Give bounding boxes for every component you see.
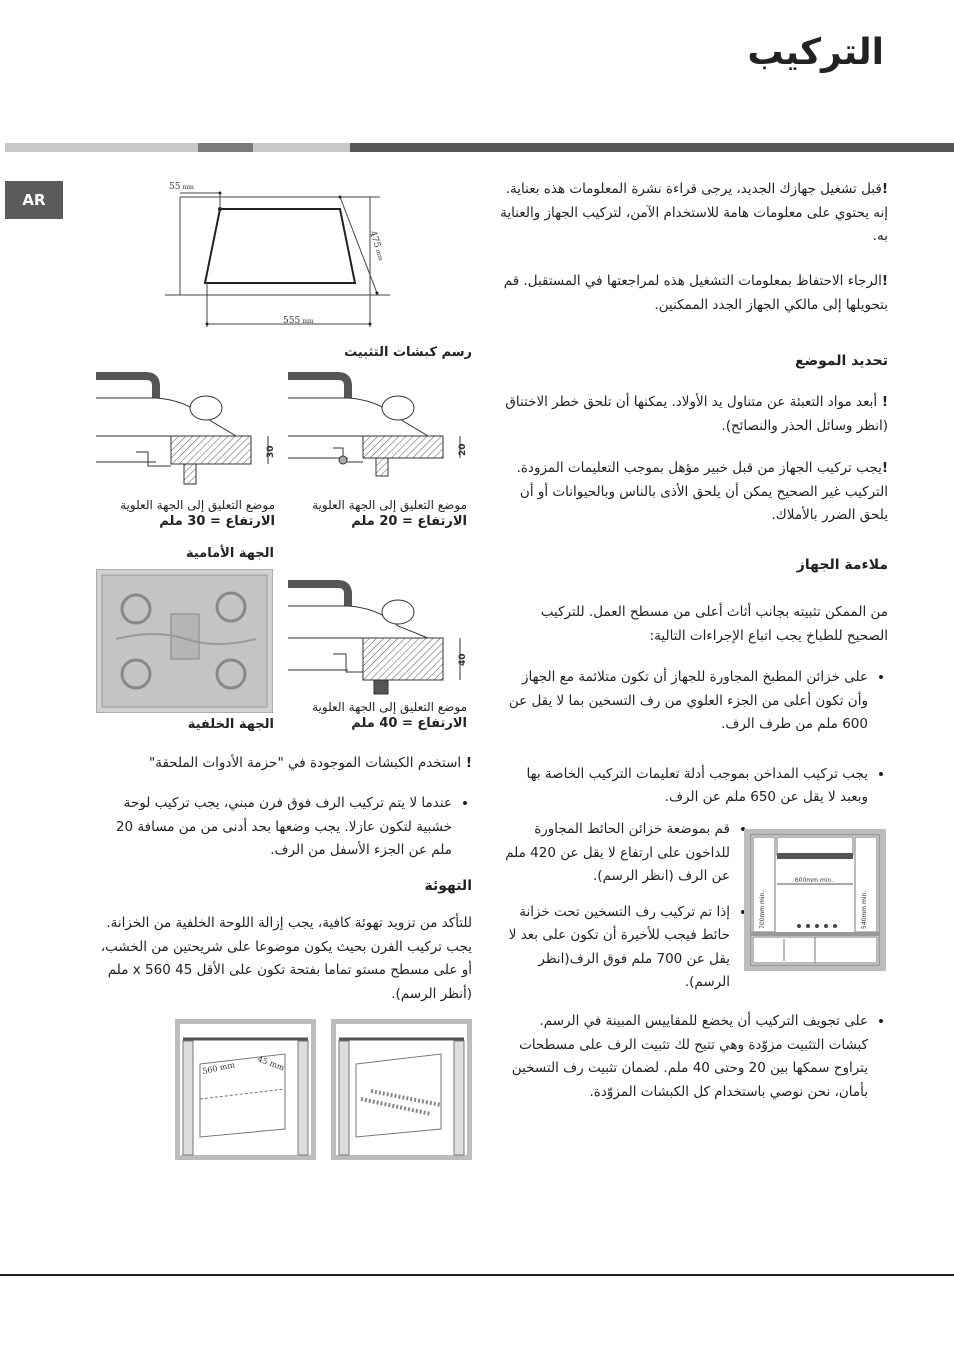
bullet-oven: • عندما لا يتم تركيب الرف فوق فرن مبني، يجب تركيب لوحة خشبية لتكون عازلا. يجب وضعها بحد أدنى من من مسافة 20 ملم عن الجزء الأسفل من الرف. [100,792,452,863]
bullet-cabinets: • على خزائن المطبخ المجاورة للجهاز أن تكون متلائمة مع الجهاز وأن تكون أعلى من الجزء العلوي من رف التسخين بما لا يقل عن 600 ملم من طرف الرف. [500,666,868,737]
bullet-wall-cabinets: • قم بموضعة خزائن الحائط المجاورة للداخون على ارتفاع لا يقل عن 420 ملم عن الرف (انظر الرسم). [500,818,730,889]
header-bar-light2 [253,143,350,152]
positioning-paragraph-2: !يجب تركيب الجهاز من قبل خبير مؤهل بموجب التعليمات المزودة. التركيب غير الصحيح يمكن أن يلحق الأذى بالناس وبالحيوانات أو أن يلحق الضرر بالأملاك. [516,460,888,523]
page-title: التركيب [747,32,884,73]
caption-40: موضع التعليق إلى الجهة العلوية الارتفاع = 40 ملم [312,700,467,731]
hob-underside-image [96,569,273,713]
svg-text:20: 20 [458,443,468,456]
fitting-bullets-b [500,818,750,995]
svg-text:40: 40 [458,653,468,666]
footer-rule [0,1274,954,1276]
kitchen-clearance-diagram [744,829,886,971]
bullet-under-cabinet: • إذا تم تركيب رف التسخين تحت خزانة حائط فيجب للأخيرة أن تكون على بعد لا يقل عن 700 ملم فوق الرف(انظر الرسم). [500,901,730,995]
svg-text:475mm: 475mm [367,229,385,262]
heading-ventilation: التهوئة [424,878,472,894]
header-bar-mid [198,143,253,152]
svg-text:55mm: 55 mm [169,182,194,192]
label-front: الجهة الأمامية [185,546,274,561]
kitchen-height-label-1: 700mm min. [759,890,766,929]
cutout-dimension-diagram [165,177,390,332]
header-bar-light [5,143,198,152]
ventilation-diagram-2 [331,1019,472,1160]
svg-text:560 mm: 560 mm [201,1060,236,1076]
clamp-diagram-30 [96,370,278,490]
intro-paragraph-1: !قبل تشغيل جهازك الجديد، يرجى قراءة نشرة المعلومات هذه بعناية. إنه يحتوي على معلومات هامة للاستخدام الآمن، لتركيب الجهاز والعناية به. [500,181,888,244]
svg-text:45 mm: 45 mm [256,1054,286,1073]
bullet-hood: • يجب تركيب المداخن بموجب أدلة تعليمات التركيب الخاصة بها وبعبد لا يقل عن 650 ملم عن الرف. [500,763,868,810]
oven-bullet-list [100,792,472,863]
svg-text:555mm: 555 mm [283,316,314,326]
heading-clamps: رسم كبشات التثبيت [344,345,472,360]
positioning-paragraph-1: ! أبعد مواد التعبئة عن متناول يد الأولاد. يمكنها أن تلحق خطر الاختناق (انظر وسائل الحذر والنصائح). [505,394,888,434]
heading-fitting: ملاءمة الجهاز [796,557,888,573]
kitchen-height-label-2: 540mm min. [861,890,868,929]
heading-positioning: تحديد الموضع [795,353,888,369]
bullet-cavity: • على تجويف التركيب أن يخضع للمقاييس المبينة في الرسم. كبشات التثبيت مزوّدة وهي تتيح لك تثبيت الرف على مسطحات يتراوح سمكها بين 20 وحتى 40 ملم. لضمان تثبيت رف التسخين بأمان، نحن نوصي باستخدام كل الكبشات المزوّدة. [500,1010,868,1104]
caption-20: موضع التعليق إلى الجهة العلوية الارتفاع = 20 ملم [312,498,467,529]
label-back: الجهة الخلفية [187,717,274,732]
use-clamps-note: ! استخدم الكبشات الموجودة في "حزمة الأدوات الملحقة" [149,755,472,771]
svg-text:30: 30 [266,445,276,458]
fitting-bullets-c [500,1010,888,1104]
ventilation-paragraph: للتأكد من تزويد تهوئة كافية، يجب إزالة اللوحة الخلفية من الخزانة. يجب تركيب الفرن بحيث يكون موضوعا على شريحتين من الخشب، أو على مسطح مستو تماما بفتحة تكون على الأقل x 560 45 ملم (أنظر الرسم). [100,915,472,1002]
language-badge: AR [5,181,63,219]
header-bar-dark [350,143,954,152]
caption-30: موضع التعليق إلى الجهة العلوية الارتفاع = 30 ملم [120,498,275,529]
kitchen-width-label: 600mm min. [794,877,834,884]
fitting-intro: من الممكن تثبيته بجانب أثاث أعلى من مسطح العمل. للتركيب الصحيح للطباخ يجب اتباع الإجراءات التالية: [540,604,888,644]
intro-paragraph-2: !الرجاء الاحتفاظ بمعلومات التشغيل هذه لمراجعتها في المستقبل. قم بتحويلها إلى مالكي الجهاز الجدد الممكنين. [503,273,888,313]
clamp-diagram-40 [288,578,468,698]
ventilation-diagram-1 [175,1019,316,1160]
fitting-bullets-a [500,666,888,810]
clamp-diagram-20 [288,370,468,490]
